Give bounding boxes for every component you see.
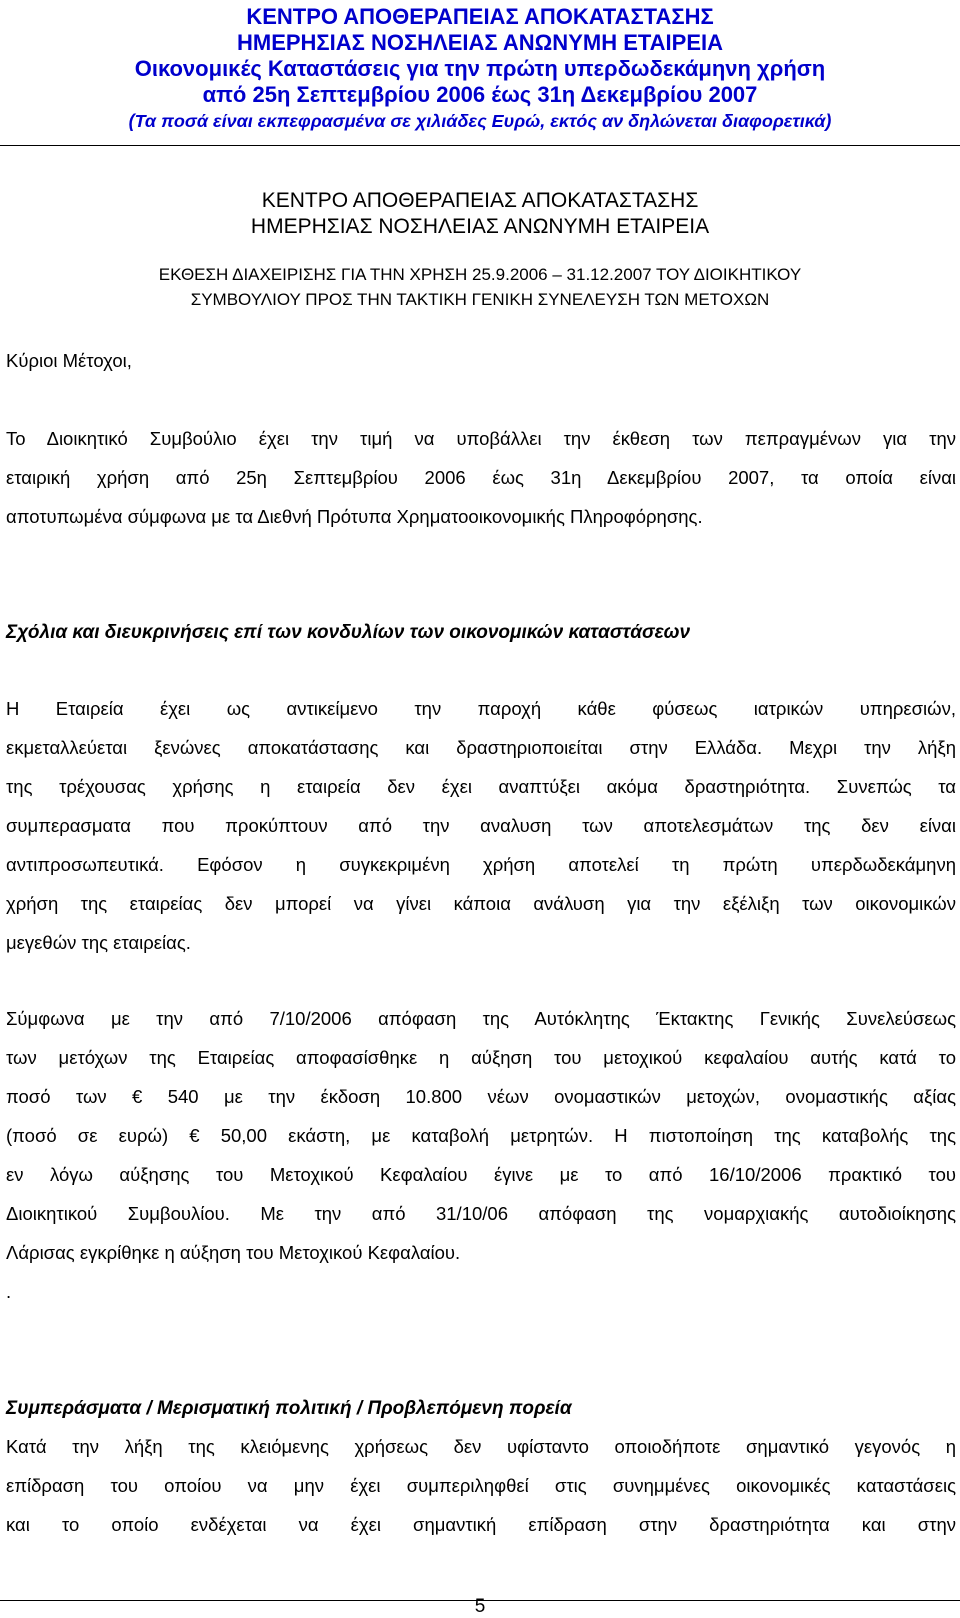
company-title-line2: ΗΜΕΡΗΣΙΑΣ ΝΟΣΗΛΕΙΑΣ ΑΝΩΝΥΜΗ ΕΤΑΙΡΕΙΑ: [250, 215, 710, 238]
company-title: [0, 188, 960, 240]
intro-line: Το Διοικητικό Συμβούλιο έχει την τιμή να υποβάλλει την έκθεση των πεπραγμένων για την: [6, 428, 956, 449]
salutation-text: Κύριοι Μέτοχοι,: [6, 350, 132, 371]
paragraph-line: εν λόγω αύξησης του Μετοχικού Κεφαλαίου έγινε με το από 16/10/2006 πρακτικό του: [6, 1164, 956, 1185]
paragraph-line: μεγεθών της εταιρείας.: [6, 932, 191, 953]
section-heading-comments: Σχόλια και διευκρινήσεις επί των κονδυλίων των οικονομικών καταστάσεων: [6, 622, 691, 643]
paragraph-line: συμπερασματα που προκύπτουν από την αναλυση των αποτελεσμάτων της δεν είναι: [6, 815, 956, 836]
header-divider: [0, 145, 960, 146]
paragraph-line: χρήση της εταιρείας δεν μπορεί να γίνει κάποια ανάλυση για την εξέλιξη των οικονομικών: [6, 893, 956, 914]
paragraph-line: ποσό των € 540 με την έκδοση 10.800 νέων ονομαστικών μετοχών, ονομαστικής αξίας: [6, 1086, 956, 1107]
header-statements-title: Οικονομικές Καταστάσεις για την πρώτη υπερδωδεκάμηνη χρήση: [134, 56, 826, 81]
paragraph-line: Σύμφωνα με την από 7/10/2006 απόφαση της Αυτόκλητης Έκτακτης Γενικής Συνελεύσεως: [6, 1008, 956, 1029]
paragraph-line: Διοικητικού Συμβουλίου. Με την από 31/10/06 απόφαση της νομαρχιακής αυτοδιοίκησης: [6, 1203, 956, 1224]
header-company-line1: ΚΕΝΤΡΟ ΑΠΟΘΕΡΑΠΕΙΑΣ ΑΠΟΚΑΤΑΣΤΑΣΗΣ: [246, 4, 714, 29]
paragraph-line: Κατά την λήξη της κλειόμενης χρήσεως δεν υφίσταντο οποιοδήποτε σημαντικό γεγονός η: [6, 1436, 956, 1457]
paragraph-line: και το οποίο ενδέχεται να έχει σημαντική επίδραση στην δραστηριότητα και στην: [6, 1514, 956, 1535]
page-number: 5: [474, 1596, 486, 1617]
running-header: [0, 4, 960, 134]
company-title-line1: ΚΕΝΤΡΟ ΑΠΟΘΕΡΑΠΕΙΑΣ ΑΠΟΚΑΤΑΣΤΑΣΗΣ: [261, 189, 699, 212]
paragraph-line: επίδραση του οποίου να μην έχει συμπεριληφθεί στις συνημμένες οικονομικές καταστάσεις: [6, 1475, 956, 1496]
report-title-line1: ΕΚΘΕΣΗ ΔΙΑΧΕΙΡΙΣΗΣ ΓΙΑ ΤΗΝ ΧΡΗΣΗ 25.9.2006 – 31.12.2007 ΤΟΥ ΔΙΟΙΚΗΤΙΚΟΥ: [158, 265, 802, 284]
paragraph-line: αντιπροσωπευτικά. Εφόσον η συγκεκριμένη χρήση αποτελεί τη πρώτη υπερδωδεκάμηνη: [6, 854, 956, 875]
intro-line: εταιρική χρήση από 25η Σεπτεμβρίου 2006 έως 31η Δεκεμβρίου 2007, τα οποία είναι: [6, 467, 956, 488]
report-title: [0, 262, 960, 312]
paragraph-line: εκμεταλλεύεται ξενώνες αποκατάστασης και δραστηριοποιείται στην Ελλάδα. Μεχρι την λήξη: [6, 737, 956, 758]
paragraph-line: των μετόχων της Εταιρείας αποφασίσθηκε η αύξηση του μετοχικού κεφαλαίου αυτής κατά το: [6, 1047, 956, 1068]
section-heading-conclusions: Συμπεράσματα / Μερισματική πολιτική / Προβλεπόμενη πορεία: [6, 1398, 572, 1419]
paragraph-line: (ποσό σε ευρώ) € 50,00 εκάστη, με καταβολή μετρητών. Η πιστοποίηση της καταβολής της: [6, 1125, 956, 1146]
header-company-line2: ΗΜΕΡΗΣΙΑΣ ΝΟΣΗΛΕΙΑΣ ΑΝΩΝΥΜΗ ΕΤΑΙΡΕΙΑ: [236, 30, 724, 55]
header-period: από 25η Σεπτεμβρίου 2006 έως 31η Δεκεμβρίου 2007: [202, 82, 758, 107]
report-title-line2: ΣΥΜΒΟΥΛΙΟΥ ΠΡΟΣ ΤΗΝ ΤΑΚΤΙΚΗ ΓΕΝΙΚΗ ΣΥΝΕΛΕΥΣΗ ΤΩΝ ΜΕΤΟΧΩΝ: [190, 290, 770, 309]
paragraph-line: της τρέχουσας χρήσης η εταιρεία δεν έχει αναπτύξει ακόμα δραστηριότητα. Συνεπώς τα: [6, 776, 956, 797]
header-currency-note: (Τα ποσά είναι εκπεφρασμένα σε χιλιάδες Ευρώ, εκτός αν δηλώνεται διαφορετικά): [128, 111, 832, 131]
paragraph-line: Η Εταιρεία έχει ως αντικείμενο την παροχή κάθε φύσεως ιατρικών υπηρεσιών,: [6, 698, 956, 719]
paragraph-line: .: [6, 1281, 12, 1302]
intro-line: αποτυπωμένα σύμφωνα με τα Διεθνή Πρότυπα Χρηματοοικονομικής Πληροφόρησης.: [6, 506, 703, 527]
paragraph-line: Λάρισας εγκρίθηκε η αύξηση του Μετοχικού Κεφαλαίου.: [6, 1242, 461, 1263]
